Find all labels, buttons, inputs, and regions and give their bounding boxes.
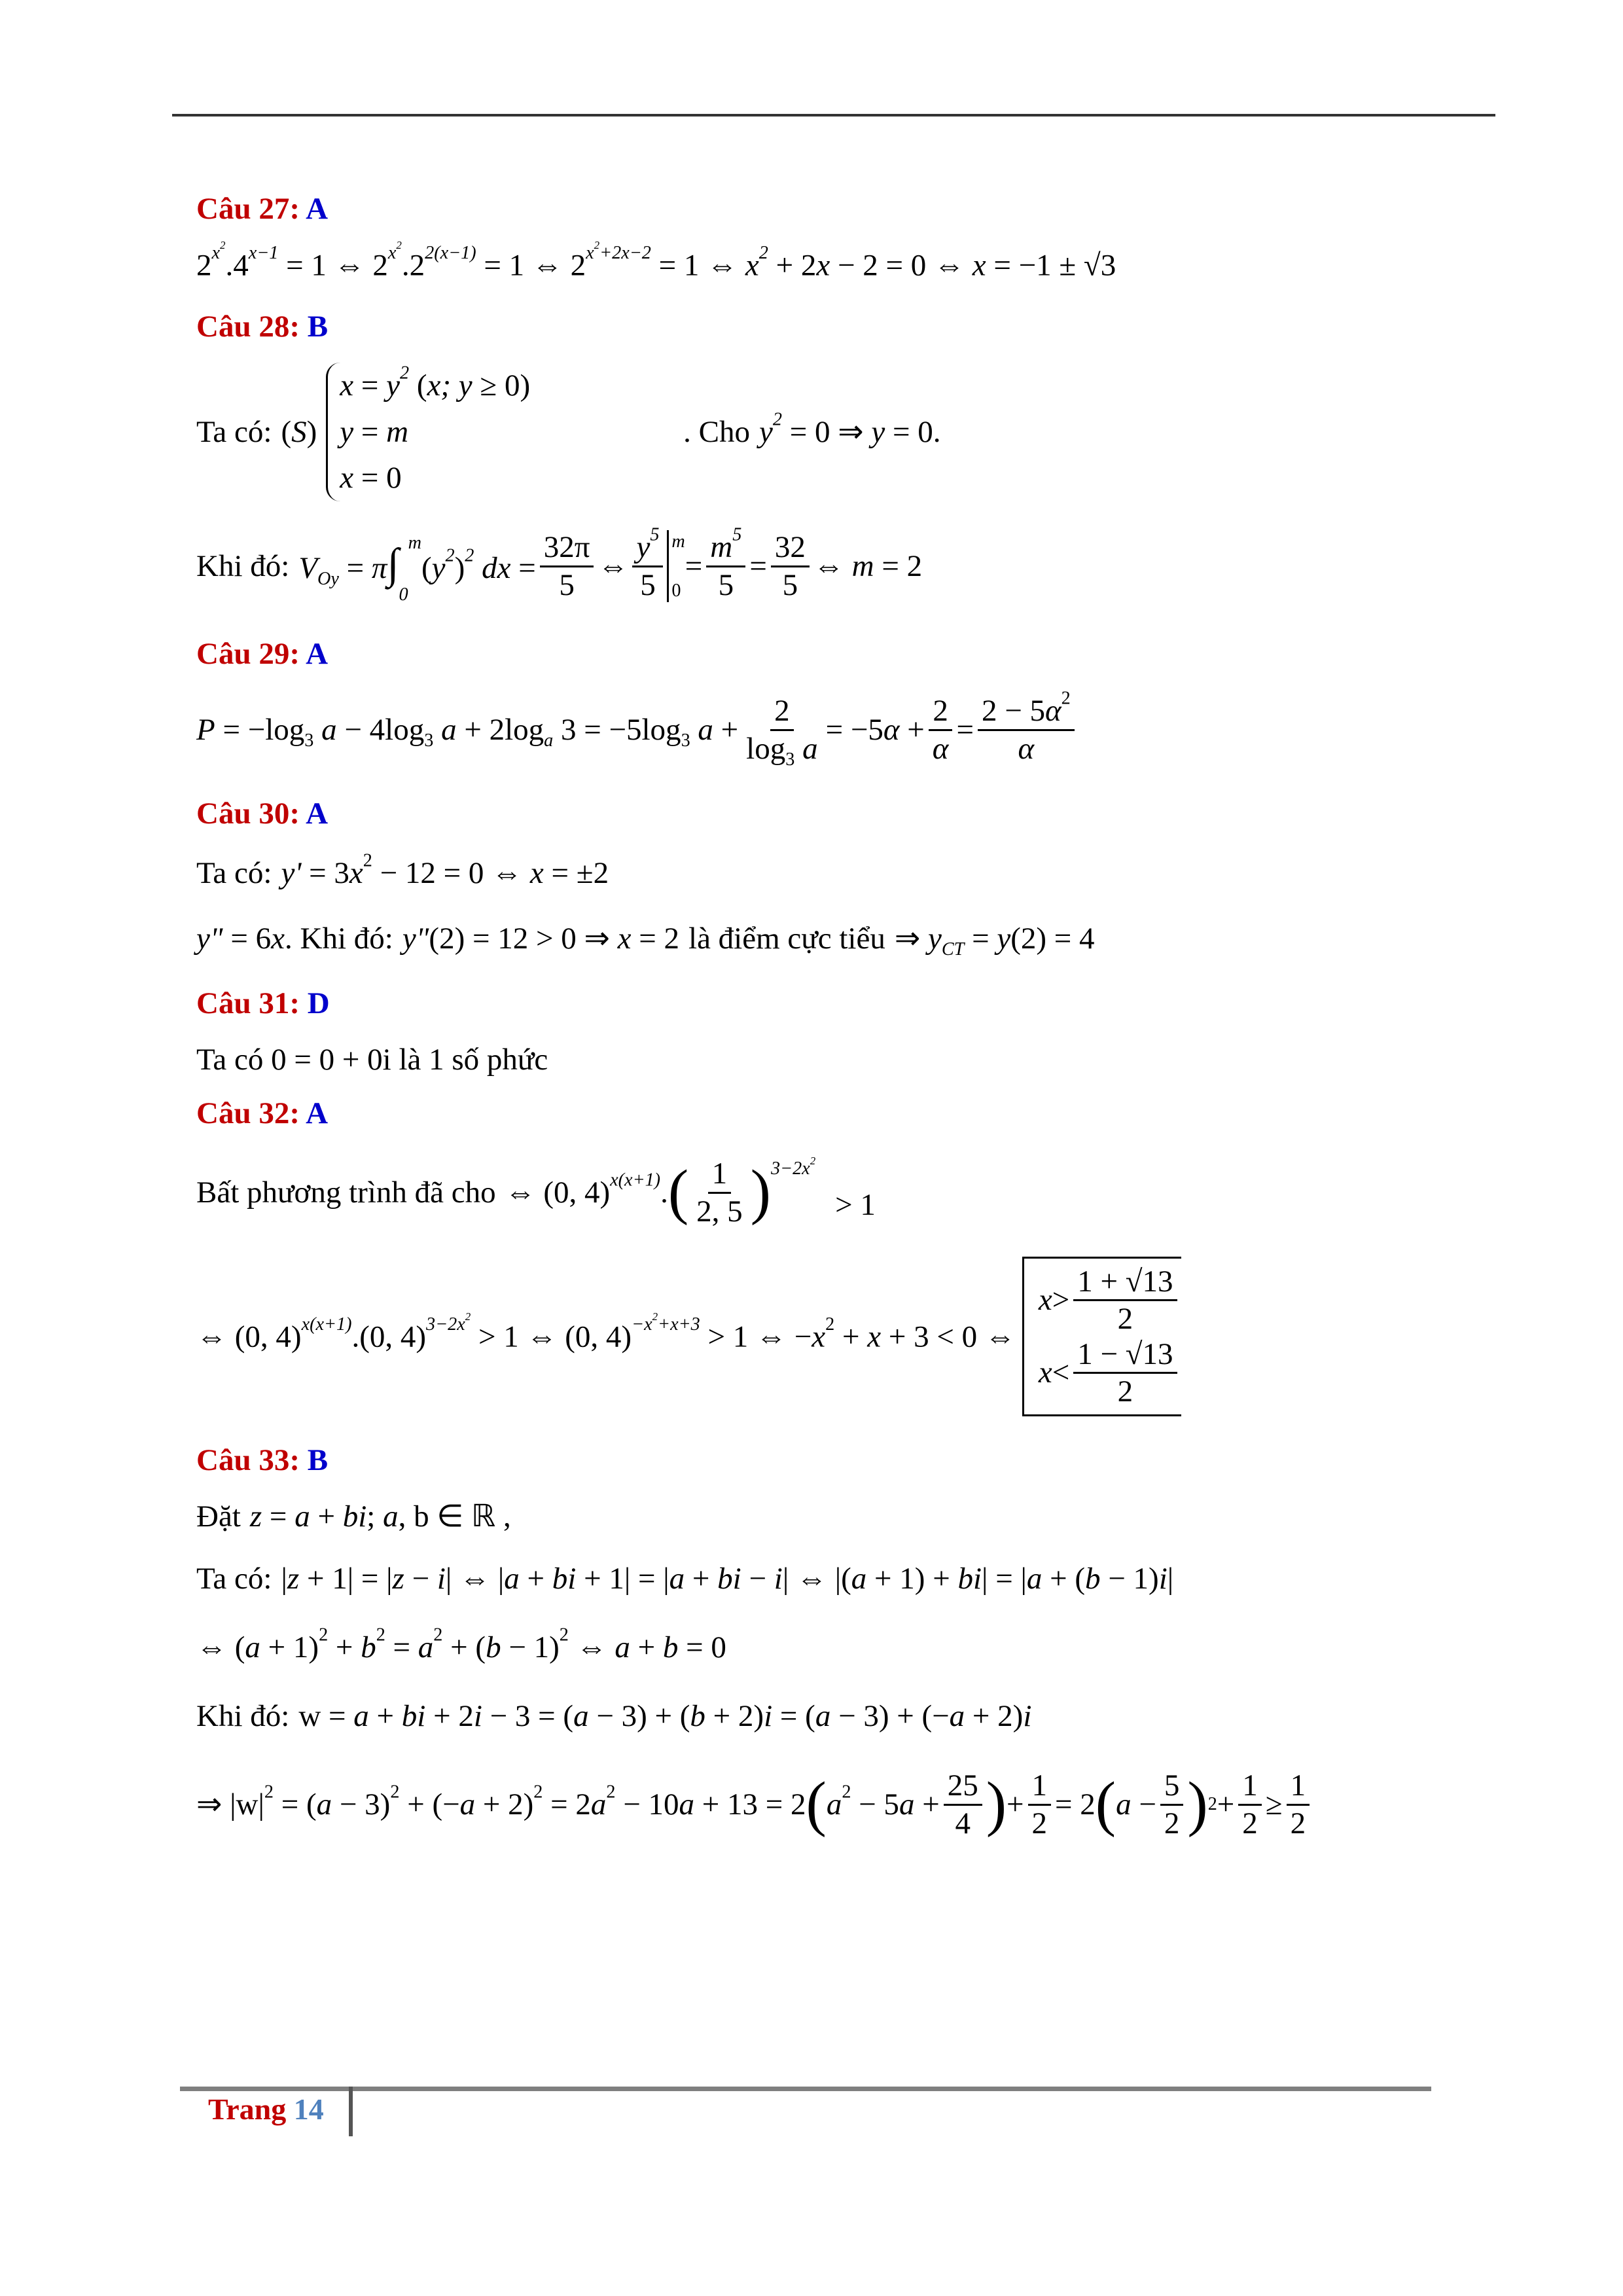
question-28-heading: Câu 28: B (196, 310, 329, 344)
q33-line-5: ⇒ $|w|^2 = (a - 3)^2 + (-a + 2)^2 = 2a^2 - 10a + 13 = 2$ ( $a^2 - 5a$ + $\frac{25}{4}$ ) + $\frac{1}{2}$ = 2 ( a − $\frac{5}{2}$ ) 2 + $\frac{1}{2}$ ≥ $\frac{1}{2}$ (196, 1749, 1479, 1860)
question-31-heading: Câu 31: D (196, 986, 330, 1020)
q33-line-4: Khi đó: w = a + bi + 2i − 3 = (a − 3) + (b + 2)i = (a − 3) + (−a + 2)i (196, 1698, 1032, 1733)
question-27-heading: Câu 27: A (196, 192, 329, 226)
header-rule (172, 114, 1495, 117)
q27-equation: $2^{x^2}.4^{x-1} = 1$ ⇔ $2^{x^2}.2^{2(x-1)} = 1$ ⇔ $2^{x^2+2x-2} = 1$ ⇔ $x^2 + 2x - 2 = 0$ ⇔ x = −1 ± √3 (196, 238, 1116, 283)
q30-line-2: y" = 6x . Khi đó: y"(2) = 12 > 0 ⇒ x = 2 là điểm cực tiểu ⇒ $y_{CT} = y(2) = 4$ (196, 921, 1095, 960)
q31-text: Ta có 0 = 0 + 0i là 1 số phức (196, 1042, 548, 1077)
question-33-heading: Câu 33: B (196, 1443, 329, 1477)
page-content (196, 190, 1479, 1860)
question-30-heading: Câu 30: A (196, 797, 329, 831)
q32-line-1: Bất phương trình đã cho ⇔ (0, 4)$^{x(x+1)}$. ( $\frac{1}{2, 5}$ ) $^{3-2x^2}$> 1 (196, 1154, 876, 1229)
page-number: Trang 14 (208, 2092, 324, 2126)
q28-system: $x = y^2$ (x; y ≥ 0) y = m x = 0 (326, 363, 530, 501)
q28-volume-line: Khi đó: $V_{Oy} = \pi\int_0^m(y^2)^2$ dx = $\frac{32\pi}{5}$ ⇔ $\frac{y^5}{5}$ m 0 = $\frac{m^5}{5}$ = $\frac{32}{5}$ ⇔ m = 2 (196, 525, 923, 605)
q32-line-2: ⇔ (0, 4)$^{x(x+1)}$.(0, 4)$^{3-2x^2}$ > 1 ⇔ (0, 4)$^{-x^2+x+3}$ > 1 ⇔ $-x^2 + x + 3 < 0$ ⇔ x > $\frac{1 + √13}{2}$ x < $\frac{1 - √13}{2}$ (196, 1245, 1479, 1428)
question-32-heading: Câu 32: A (196, 1096, 329, 1130)
footer-rule (180, 2087, 1431, 2091)
q33-line-2: Ta có: |z + 1| = |z − i| ⇔ |a + bi + 1| = |a + bi − i| ⇔ |(a + 1) + bi| = |a + (b − 1)i| (196, 1561, 1174, 1596)
q29-equation: $P = -\log_3$ $a - 4\log_3$ $a + 2\log_a$ $3 = -5\log_3$ a + $\frac{2}{\log_3 a}$ = −5α + $\frac{2}{\alpha}$ = $\frac{2 - 5\alpha^2}{\alpha}$ (196, 681, 1479, 779)
q32-solution-bracket: x > $\frac{1 + √13}{2}$ x < $\frac{1 - √13}{2}$ (1022, 1257, 1181, 1416)
footer-divider (349, 2087, 353, 2136)
question-29-heading: Câu 29: A (196, 637, 329, 671)
q28-system-line: Ta có: (S) $x = y^2$ (x; y ≥ 0) y = m x = 0 . Cho $y^2 = 0$ ⇒ y = 0. (196, 353, 1479, 511)
q33-line-1: Đặt z = a + bi; a, b ∈ ℝ , (196, 1499, 511, 1534)
q33-line-3: ⇔ $(a + 1)^2 + b^2 = a^2 + (b - 1)^2$ ⇔ a + b = 0 (196, 1624, 726, 1664)
q30-line-1: Ta có: $y' = 3x^2 - 12 = 0$ ⇔ x = ±2 (196, 850, 609, 890)
